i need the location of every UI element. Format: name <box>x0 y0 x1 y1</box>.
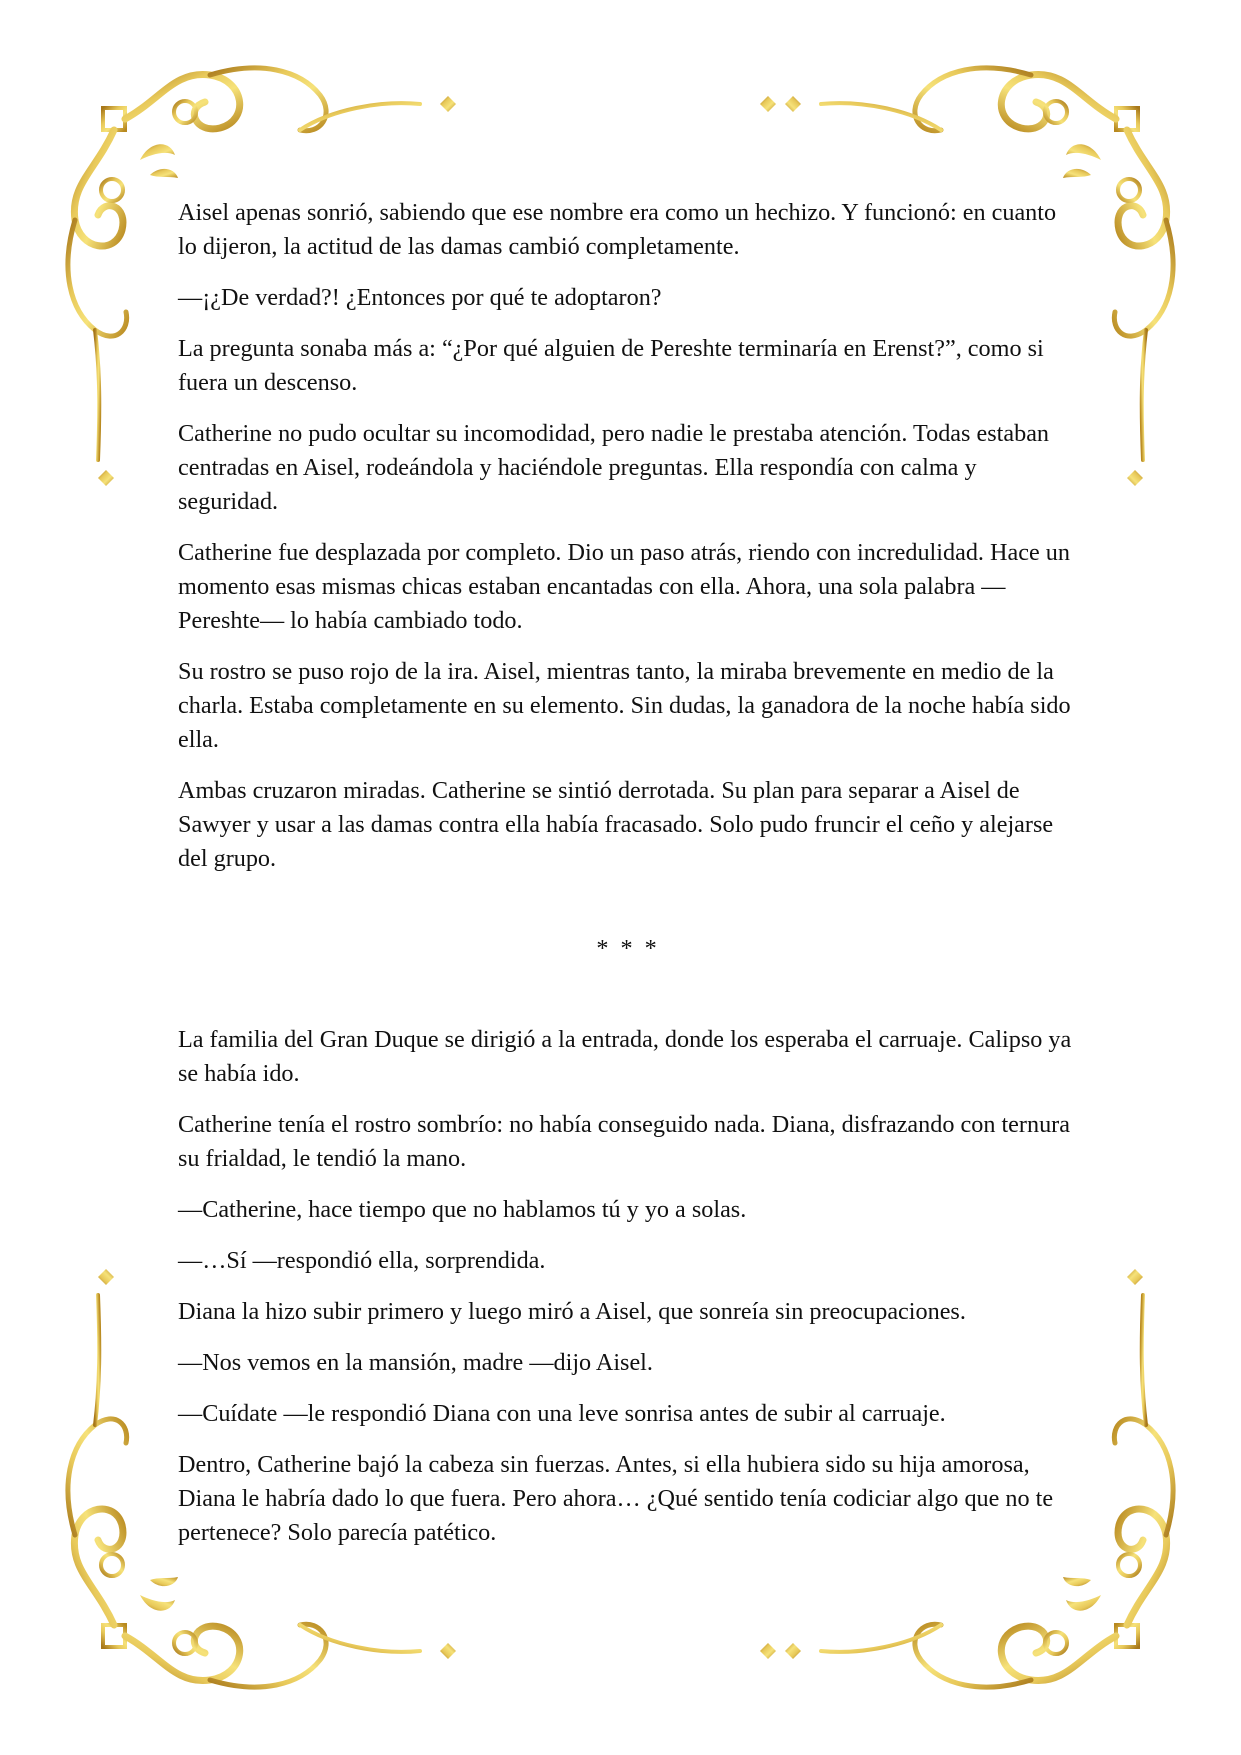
document-body <box>178 196 1078 1567</box>
paragraph: Dentro, Catherine bajó la cabeza sin fuerzas. Antes, si ella hubiera sido su hija amorosa, Diana le habría dado lo que fuera. Pero ahora… ¿Qué sentido tenía codiciar algo que no te pertenece? Solo parecía patético. <box>178 1451 1054 1546</box>
paragraph: —Catherine, hace tiempo que no hablamos tú y yo a solas. <box>178 1196 747 1223</box>
paragraph: Ambas cruzaron miradas. Catherine se sintió derrotada. Su plan para separar a Aisel de Sawyer y usar a las damas contra ella había fracasado. Solo pudo fruncir el ceño y alejarse del grupo. <box>178 777 1054 872</box>
paragraph: Catherine no pudo ocultar su incomodidad, pero nadie le prestaba atención. Todas estaban centradas en Aisel, rodeándola y haciéndole preguntas. Ella respondía con calma y seguridad. <box>178 420 1050 515</box>
paragraph: —¡¿De verdad?! ¿Entonces por qué te adoptaron? <box>178 284 662 311</box>
paragraph: —…Sí —respondió ella, sorprendida. <box>178 1247 546 1274</box>
paragraph: Catherine fue desplazada por completo. Dio un paso atrás, riendo con incredulidad. Hace un momento esas mismas chicas estaban encantadas con ella. Ahora, una sola palabra —Pereshte— lo había cambiado todo. <box>178 539 1070 634</box>
paragraph: Su rostro se puso rojo de la ira. Aisel, mientras tanto, la miraba brevemente en medio de la charla. Estaba completamente en su elemento. Sin dudas, la ganadora de la noche había sido ella. <box>178 658 1071 753</box>
paragraph: Aisel apenas sonrió, sabiendo que ese nombre era como un hechizo. Y funcionó: en cuanto lo dijeron, la actitud de las damas cambió completamente. <box>178 199 1057 260</box>
paragraph: Diana la hizo subir primero y luego miró a Aisel, que sonreía sin preocupaciones. <box>178 1298 966 1325</box>
paragraph: Catherine tenía el rostro sombrío: no había conseguido nada. Diana, disfrazando con ternura su frialdad, le tendió la mano. <box>178 1111 1070 1172</box>
paragraph: La familia del Gran Duque se dirigió a la entrada, donde los esperaba el carruaje. Calipso ya se había ido. <box>178 1026 1072 1087</box>
scene-separator: * * * <box>596 935 660 962</box>
paragraph: La pregunta sonaba más a: “¿Por qué alguien de Pereshte terminaría en Erenst?”, como si fuera un descenso. <box>178 335 1044 396</box>
paragraph: —Nos vemos en la mansión, madre —dijo Aisel. <box>178 1349 653 1376</box>
paragraph: —Cuídate —le respondió Diana con una leve sonrisa antes de subir al carruaje. <box>178 1400 946 1427</box>
